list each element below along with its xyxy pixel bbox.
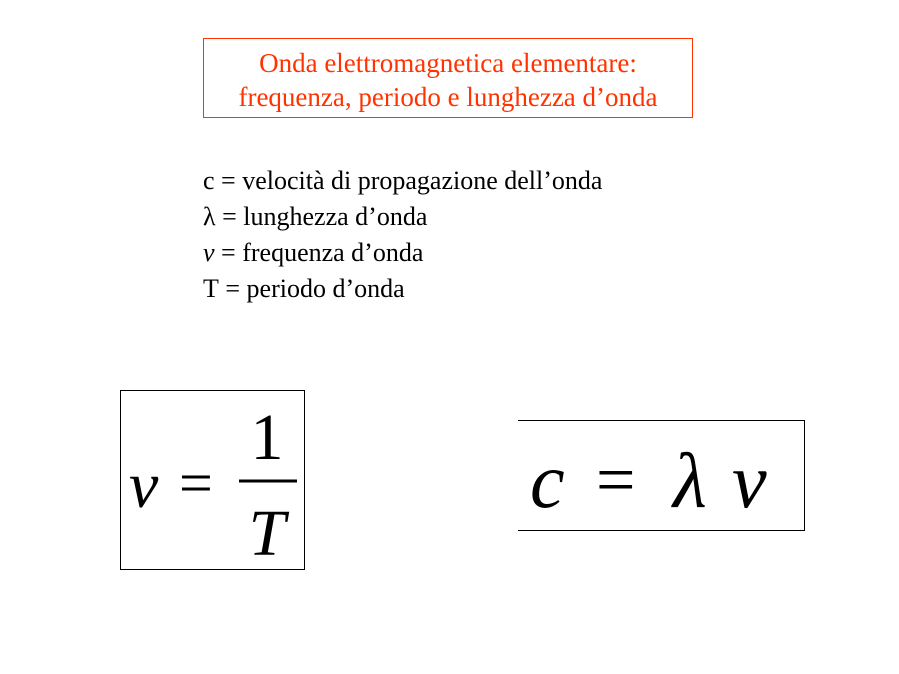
title-box (203, 38, 693, 118)
definition-nu (203, 235, 602, 271)
formula-lambda: λ (673, 437, 707, 524)
formula-nu: ν (129, 449, 159, 522)
definition-t (203, 271, 602, 307)
definition-symbol: ν (203, 238, 215, 267)
definition-symbol: λ (203, 202, 216, 231)
formula-denominator: T (248, 497, 286, 570)
title-line-1: Onda elettromagnetica elementare: (259, 48, 637, 78)
definition-text: = frequenza d’onda (214, 238, 424, 267)
definition-text: = periodo d’onda (218, 274, 405, 303)
definition-symbol: T (203, 274, 219, 303)
formula-equals: = (596, 442, 636, 519)
wave-speed-formula-svg (518, 421, 805, 532)
definition-symbol: c (203, 166, 215, 195)
definition-c (203, 163, 602, 199)
formula-numerator: 1 (250, 401, 284, 474)
title-line-2: frequenza, periodo e lunghezza d’onda (238, 82, 658, 112)
definition-text: = lunghezza d’onda (215, 202, 428, 231)
definitions-list (203, 163, 602, 307)
frequency-period-formula-svg (121, 391, 306, 571)
definition-lambda (203, 199, 602, 235)
formula-nu: ν (732, 437, 767, 524)
formula-c: c (530, 437, 565, 524)
frequency-period-formula (120, 390, 305, 570)
definition-text: = velocità di propagazione dell’onda (214, 166, 603, 195)
wave-speed-formula (518, 420, 805, 531)
formula-equals: = (179, 450, 213, 516)
